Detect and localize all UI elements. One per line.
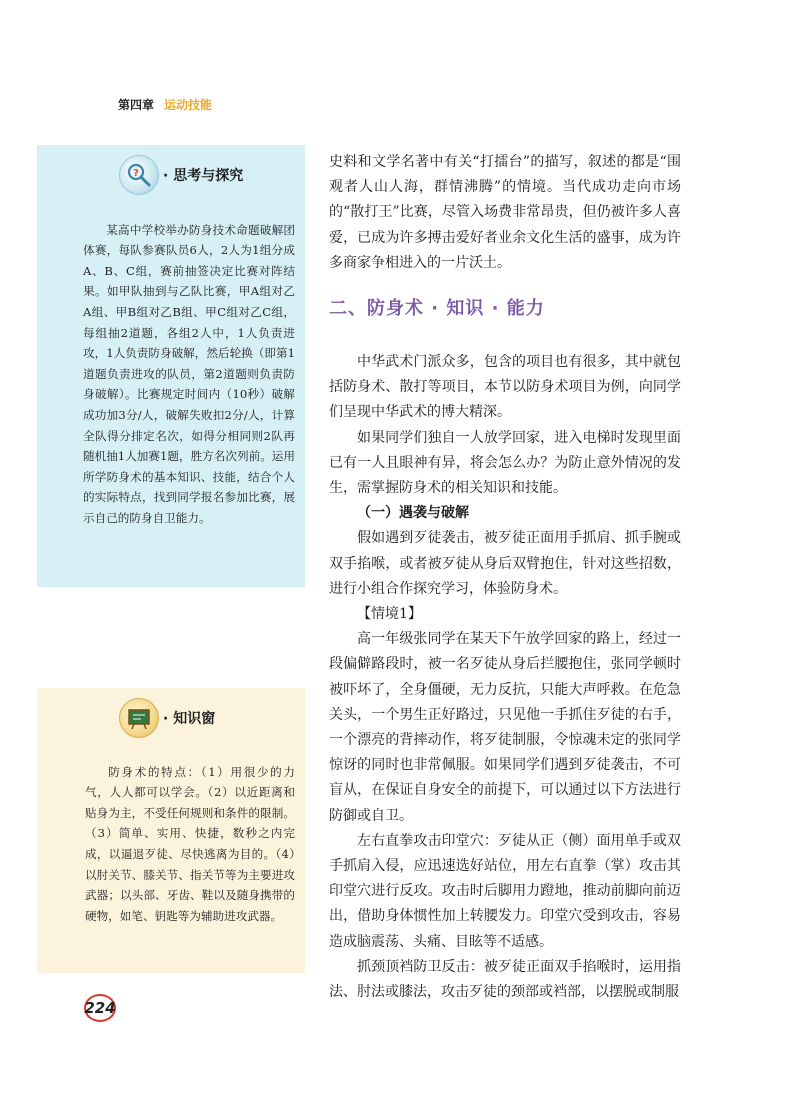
subsection-title: （一）遇袭与破解 (357, 505, 469, 522)
knowledge-window-box (37, 688, 305, 973)
case-label: 【情境1】 (357, 606, 422, 623)
think-box-label: · 思考与探究 (163, 168, 244, 184)
page-number: 224 (84, 994, 116, 1022)
chapter-topic: 运动技能 (164, 98, 213, 112)
paragraph-3: 假如遇到歹徒袭击，被歹徒正面用手抓肩、抓手腕或双手掐喉，或者被歹徒从身后双臂抱住，针对这些招数，进行小组合作探究学习，体验防身术。 (329, 530, 681, 597)
paragraph-5: 左右直拳攻击印堂穴：歹徒从正（侧）面用单手或双手抓肩入侵，应迅速选好站位，用左右直拳（掌）攻击其印堂穴进行反攻。攻击时后脚用力蹬地，推动前脚向前迈出，借助身体惯性加上转腰发力。印堂穴受到攻击，容易造成脑震荡、头痛、目眩等不适感。 (329, 832, 681, 950)
paragraph-1: 中华武术门派众多，包含的项目也有很多，其中就包括防身术、散打等项目，本节以防身术项目为例，向同学们呈现中华武术的博大精深。 (329, 354, 681, 421)
main-column (329, 150, 681, 276)
paragraph-6: 抓颈顶裆防卫反击：被歹徒正面双手掐喉时，运用指法、肘法或膝法，攻击歹徒的颈部或裆部，以摆脱或制服 (329, 958, 681, 1001)
chapter-label: 第四章 (118, 98, 155, 112)
know-box-text: 防身术的特点：（1）用很少的力气，人人都可以学会。（2）以近距离和贴身为主，不受任何规则和条件的限制。（3）简单、实用、快捷，数秒之内完成，以逼退歹徒、尽快逃离为目的。（4）以肘关节、膝关节、指关节等为主要进攻武器；以头部、牙齿、鞋以及随身携带的硬物，如笔、钥匙等为辅助进攻武器。 (85, 764, 295, 923)
intro-paragraph: 史料和文学名著中有关“打擂台”的描写，叙述的都是“围观者人山人海，群情沸腾”的情境。当代成功走向市场的“散打王”比赛，尽管入场费非常昂贵，但仍被许多人喜爱，已成为许多搏击爱好者业余文化生活的盛事，成为许多商家争相进入的一片沃土。 (329, 154, 681, 271)
svg-text:?: ? (133, 168, 139, 179)
know-box-title (119, 698, 215, 738)
paragraph-2: 如果同学们独自一人放学回家，进入电梯时发现里面已有一人且眼神有异，将会怎么办？为防止意外情况的发生，需掌握防身术的相关知识和技能。 (329, 429, 681, 497)
chapter-header (118, 96, 212, 113)
know-box-label: · 知识窗 (163, 711, 216, 727)
think-box-title (119, 155, 243, 195)
think-box-text: 某高中学校举办防身技术命题破解团体赛，每队参赛队员6人，2人为1组分成A、B、C组，赛前抽签决定比赛对阵结果。如甲队抽到与乙队比赛，甲A组对乙A组、甲B组对乙B组、甲C组对乙C组，每组抽2道题，各组2人中，1人负责进攻，1人负责防身破解，然后轮换（即第1道题负责进攻的队员，第2道题则负责防身破解）。比赛规定时间内（10秒）破解成功加3分/人，破解失败扣2分/人，计算全队得分排定名次，如得分相同则2队再随机抽1人加赛1题，胜方名次列前。运用所学防身术的基本知识、技能，结合个人的实际特点，找到同学报名参加比赛，展示自己的防身自卫能力。 (83, 222, 295, 525)
section-title: 二、防身术 · 知识 · 能力 (329, 298, 545, 319)
main-body (329, 350, 681, 1005)
think-explore-box (37, 145, 305, 587)
blackboard-icon (119, 698, 159, 738)
magnifier-question-icon (119, 155, 159, 195)
paragraph-4: 高一年级张同学在某天下午放学回家的路上，经过一段偏僻路段时，被一名歹徒从身后拦腰抱住，张同学顿时被吓坏了，全身僵硬，无力反抗，只能大声呼救。在危急关头，一个男生正好路过，只见他一手抓住歹徒的右手，一个漂亮的背摔动作，将歹徒制服，令惊魂未定的张同学惊讶的同时也非常佩服。如果同学们遇到歹徒袭击，不可盲从，在保证自身安全的前提下，可以通过以下方法进行防御或自卫。 (329, 631, 681, 824)
